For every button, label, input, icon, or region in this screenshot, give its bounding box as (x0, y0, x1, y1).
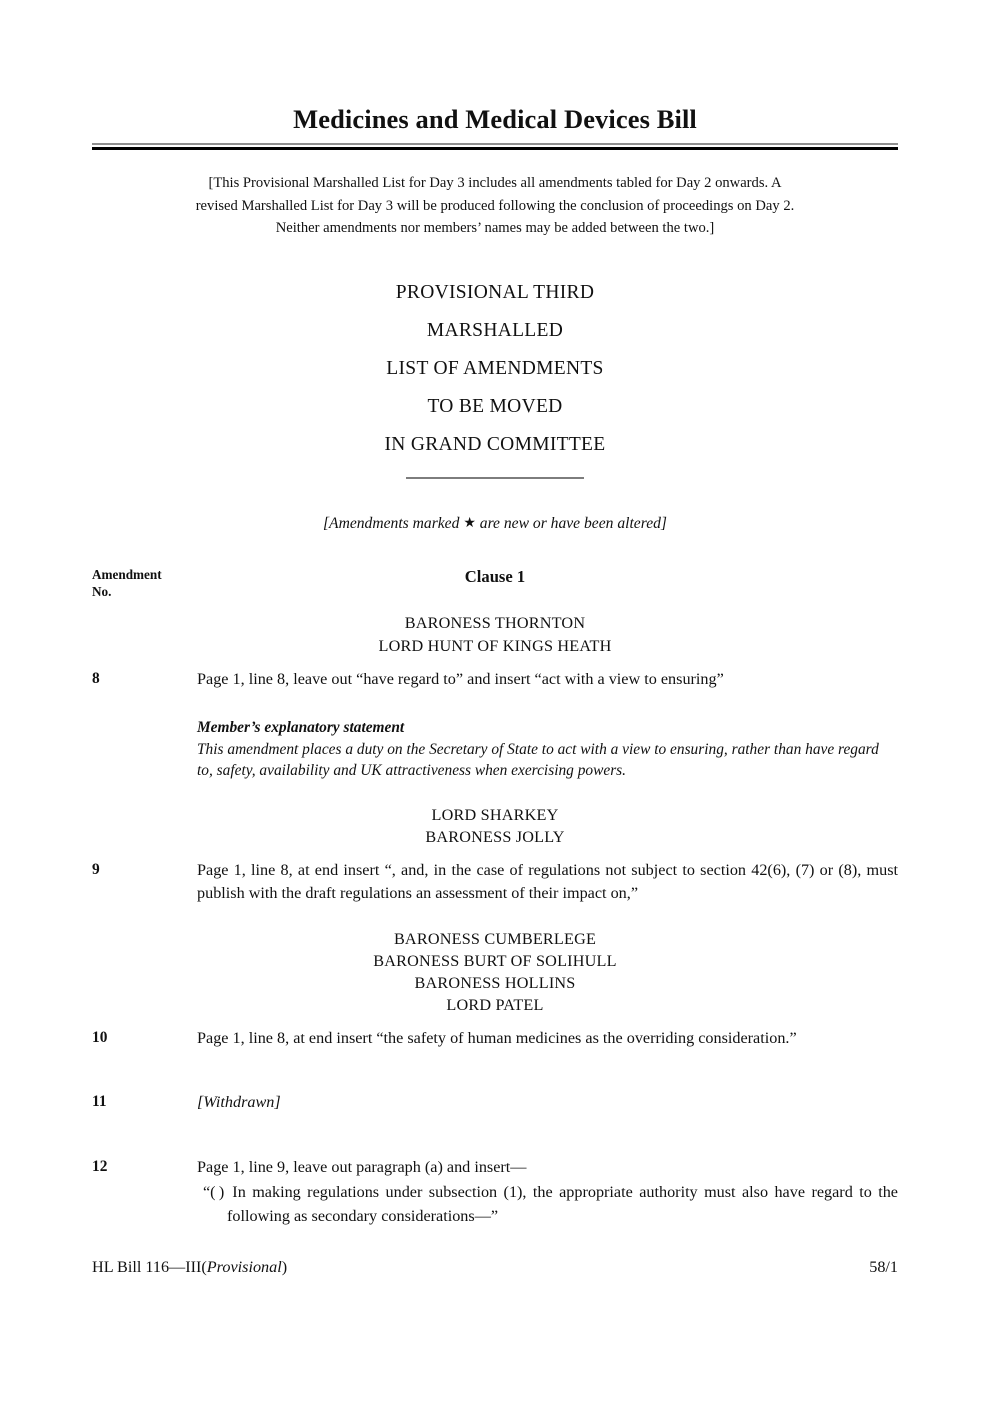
amendment-text: Page 1, line 9, leave out paragraph (a) and insert— (197, 1157, 527, 1176)
star-icon: ★ (463, 516, 476, 532)
provisional-note: [This Provisional Marshalled List for Day 3 includes all amendments tabled for Day 2 onwards. A revised Marshalled List for Day 3 will be produced following the conclusion of proceedings on Day 2. Neither amendments nor members’ names may be added between the two.] (195, 175, 795, 236)
heading-line-5: IN GRAND COMMITTEE (384, 433, 606, 455)
sponsor-block (92, 928, 898, 1016)
heading-stack (92, 283, 898, 480)
heading-line-4: TO BE MOVED (427, 395, 563, 417)
amendment-number: 12 (92, 1157, 108, 1175)
amendment-text: Page 1, line 8, leave out “have regard to” and insert “act with a view to ensuring” (197, 669, 724, 688)
sponsor-name: BARONESS CUMBERLEGE (393, 929, 597, 948)
star-legend-prefix: [Amendments marked (322, 515, 464, 533)
page-number: 58/1 (869, 1258, 898, 1276)
amendment-item (92, 1156, 898, 1228)
sponsor-name: BARONESS THORNTON (404, 614, 586, 633)
title-rule-thick (92, 147, 898, 150)
amendment-item (92, 859, 898, 906)
amendment-text: [Withdrawn] (197, 1093, 281, 1112)
amendment-number: 8 (92, 669, 100, 687)
amendment-text: Page 1, line 8, at end insert “, and, in the case of regulations not subject to section 42(6), (7) or (8), must publish with the draft regulations an assessment of their impact on,” (197, 860, 898, 903)
heading-line-3: LIST OF AMENDMENTS (386, 357, 604, 379)
sponsor-name: BARONESS HOLLINS (414, 973, 576, 992)
amendment-item (92, 668, 898, 691)
section-divider (406, 477, 584, 479)
sponsor-block (92, 612, 898, 656)
sponsor-name: LORD SHARKEY (431, 805, 559, 824)
amendment-subparagraph: “( ) In making regulations under subsection (1), the appropriate authority must also have regard to the following as secondary considerations—” (203, 1183, 898, 1225)
sponsor-name: LORD HUNT OF KINGS HEATH (378, 636, 612, 655)
bill-reference (92, 1258, 287, 1277)
bill-reference-suffix: ) (281, 1258, 288, 1276)
spacer (92, 1115, 898, 1145)
sponsor-name: BARONESS JOLLY (425, 827, 565, 846)
sponsor-name: LORD PATEL (446, 995, 544, 1014)
amendment-number: 10 (92, 1028, 108, 1046)
star-legend (92, 515, 898, 533)
sponsor-block (92, 804, 898, 848)
amendment-no-label: Amendment No. (92, 567, 162, 600)
bill-reference-provisional: Provisional (206, 1258, 282, 1276)
page-footer (92, 1258, 898, 1277)
amendment-item (92, 1027, 898, 1050)
title-rule (92, 143, 898, 150)
page-title: Medicines and Medical Devices Bill (293, 104, 697, 134)
page-content (92, 0, 898, 1228)
sponsor-name: BARONESS BURT OF SOLIHULL (373, 951, 617, 970)
amendment-number: 9 (92, 860, 100, 878)
amendment-item (92, 1091, 898, 1114)
explanatory-title: Member’s explanatory statement (197, 719, 405, 737)
explanatory-text: This amendment places a duty on the Secretary of State to act with a view to ensuring, rather than have regard to, safety, availability and UK attractiveness when exercising powers. (197, 740, 879, 780)
star-legend-suffix: are new or have been altered] (475, 515, 667, 533)
clause-heading: Clause 1 (464, 567, 526, 587)
explanatory-statement (92, 717, 898, 782)
amendment-column-header (92, 567, 898, 603)
heading-line-1: PROVISIONAL THIRD (395, 281, 595, 303)
bill-reference-prefix: HL Bill 116—III( (92, 1258, 207, 1276)
amendment-text: Page 1, line 8, at end insert “the safety of human medicines as the overriding consideration.” (197, 1028, 797, 1047)
amendment-number: 11 (92, 1093, 107, 1111)
heading-line-2: MARSHALLED (426, 319, 564, 341)
spacer (92, 1050, 898, 1080)
